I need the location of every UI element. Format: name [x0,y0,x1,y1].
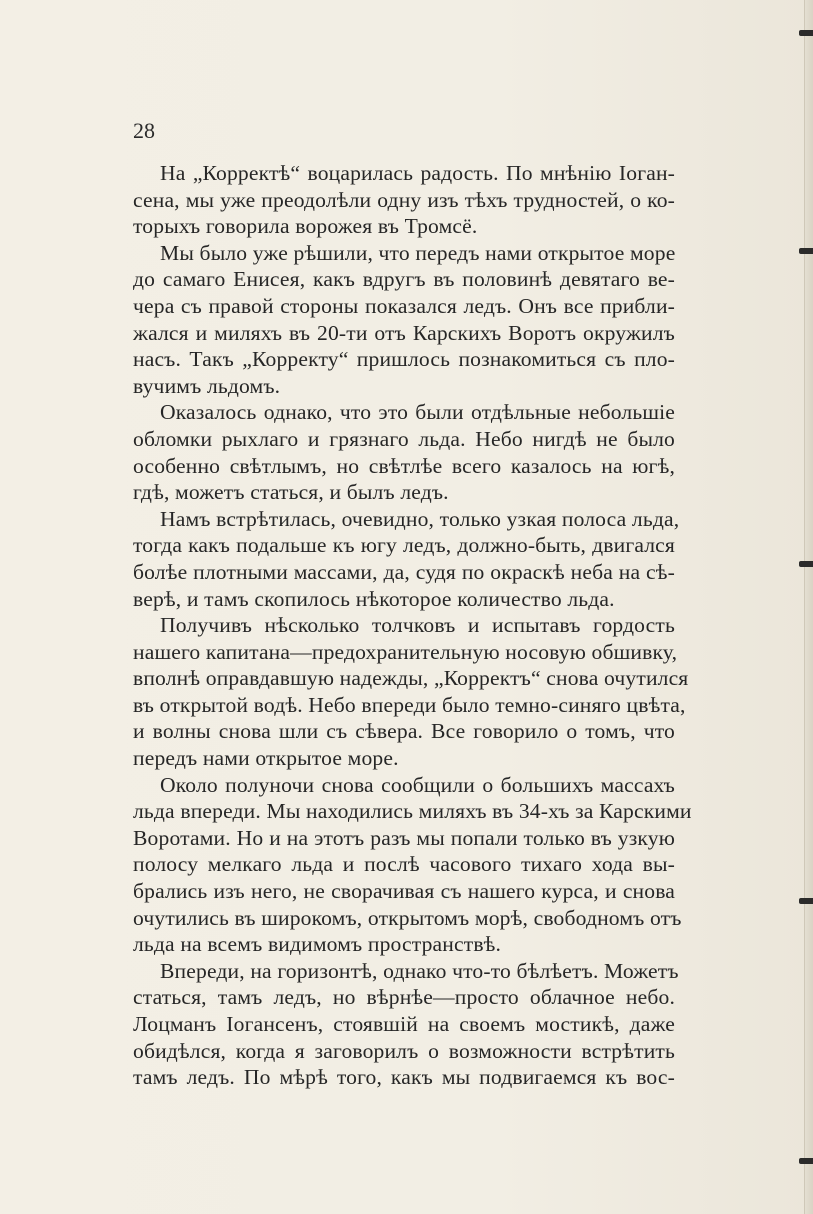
edge-mark-5 [799,1158,813,1164]
text-line: тогда какъ подальше къ югу ледъ, должно-быть, двигался [133,533,675,558]
text-line: обломки рыхлаго и грязнаго льда. Небо нигдѣ не было [133,426,675,451]
text-line: верѣ, и тамъ скопилось нѣкоторое количество льда. [133,586,615,611]
edge-mark-1 [799,30,813,36]
text-line: передъ нами открытое море. [133,746,399,771]
edge-mark-3 [799,561,813,567]
text-line: жался и миляхъ въ 20-ти отъ Карскихъ Воротъ окружилъ [133,320,675,345]
page-edge [804,0,813,1214]
text-line: Намъ встрѣтилась, очевидно, только узкая полоса льда, [160,506,680,531]
text-line: брались изъ него, не сворачивая съ нашего курса, и снова [133,879,675,904]
text-line: до самаго Енисея, какъ вдругъ въ половинѣ девятаго ве- [133,267,675,292]
edge-mark-4 [799,898,813,904]
text-line: На „Корректѣ“ воцарилась радость. По мнѣнію Іоган- [160,161,675,185]
text-line: торыхъ говорила ворожея въ Тромсё. [133,214,478,239]
text-line: Получивъ нѣсколько толчковъ и испытавъ гордость [160,613,675,638]
text-line: льда на всемъ видимомъ пространствѣ. [133,932,502,957]
text-line: обидѣлся, когда я заговорилъ о возможности встрѣтить [133,1038,675,1063]
text-line: особенно свѣтлымъ, но свѣтлѣе всего казалось на югѣ, [133,453,675,478]
text-line: Впереди, на горизонтѣ, однако что-то бѣлѣетъ. Можетъ [160,958,679,983]
text-line: статься, тамъ ледъ, но вѣрнѣе—просто облачное небо. [133,985,675,1010]
text-line: Мы было уже рѣшили, что передъ нами открытое море [160,240,676,265]
page-number: 28 [133,118,155,143]
text-line: насъ. Такъ „Корректу“ пришлось познакомиться съ пло- [133,347,675,372]
text-line: очутились въ широкомъ, открытомъ морѣ, свободномъ отъ [133,905,682,930]
text-line: въ открытой водѣ. Небо впереди было темно-синяго цвѣта, [133,692,686,717]
edge-mark-2 [799,248,813,254]
body-text [133,160,692,1091]
text-line: Оказалось однако, что это были отдѣльные небольшіе [160,400,675,425]
text-line: болѣе плотными массами, да, судя по окраскѣ неба на сѣ- [133,559,675,584]
text-line: вучимъ льдомъ. [133,373,281,398]
text-line: полосу мелкаго льда и послѣ часового тихаго хода вы- [133,852,675,877]
text-line: вполнѣ оправдавшую надежды, „Корректъ“ снова очутился [133,666,689,691]
text-line: Воротами. Но и на этотъ разъ мы попали только въ узкую [133,825,675,850]
text-line: чера съ правой стороны показался ледъ. Онъ все прибли- [133,293,675,318]
text-line: Лоцманъ Іогансенъ, стоявшій на своемъ мостикѣ, даже [133,1012,675,1036]
text-line: Около полуночи снова сообщили о большихъ массахъ [160,772,675,797]
text-line: льда впереди. Мы находились миляхъ въ 34-хъ за Карскими [133,799,692,824]
text-line: гдѣ, можетъ статься, и былъ ледъ. [133,480,449,505]
text-line: сена, мы уже преодолѣли одну изъ тѣхъ трудностей, о ко- [133,187,675,212]
text-line: нашего капитана—предохранительную носовую обшивку, [133,639,678,664]
text-line: тамъ ледъ. По мѣрѣ того, какъ мы подвигаемся къ вос- [133,1065,675,1090]
text-line: и волны снова шли съ сѣвера. Все говорило о томъ, что [133,719,675,744]
